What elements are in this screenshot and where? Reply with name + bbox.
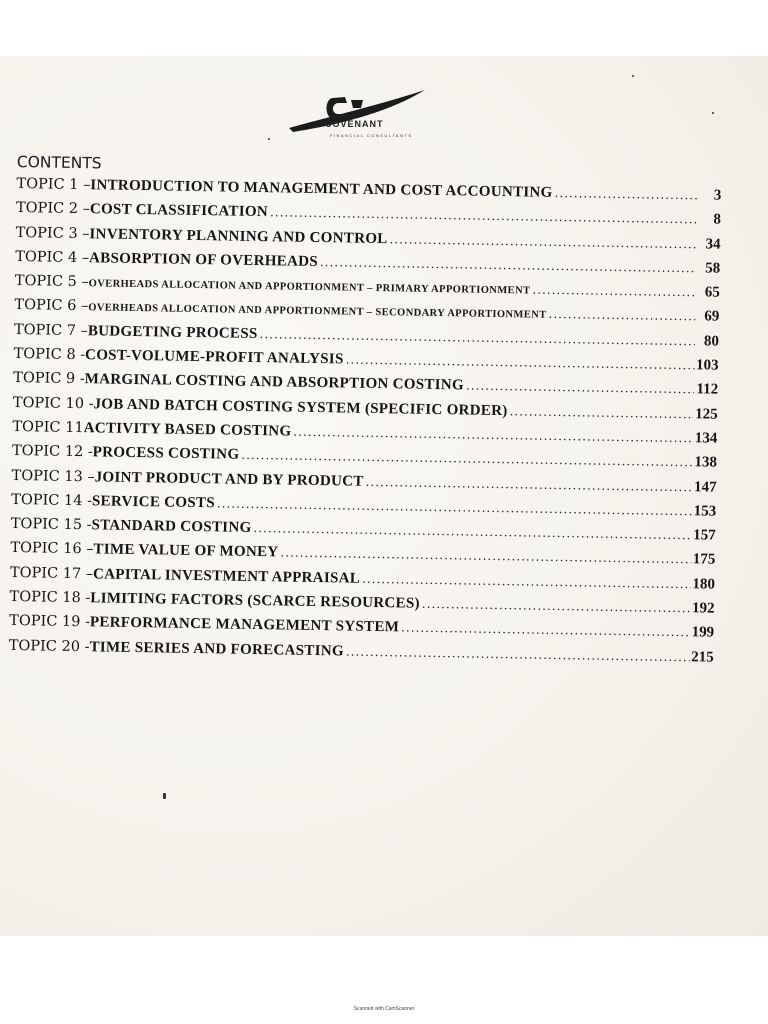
logo-wordmark: COVENANT (325, 119, 384, 129)
toc-leader-dots (509, 401, 693, 424)
toc-topic-title: MARGINAL COSTING AND ABSORPTION COSTING (84, 371, 465, 394)
toc-page-number: 112 (696, 381, 719, 399)
toc-topic-title: PROCESS COSTING (92, 444, 240, 463)
toc-page-number: 103 (695, 357, 719, 374)
toc-page-number: 125 (695, 405, 718, 423)
toc-page-number: 147 (693, 478, 717, 496)
toc-topic-title: STANDARD COSTING (91, 517, 252, 537)
toc-topic-number: TOPIC 7 – (13, 321, 89, 339)
toc-topic-title: ABSORPTION OF OVERHEADS (88, 250, 319, 270)
toc-topic-number: TOPIC 15 - (10, 516, 92, 534)
toc-topic-number: TOPIC 11 (12, 418, 84, 437)
toc-page-number: 138 (694, 454, 718, 471)
toc-topic-number: TOPIC 13 – (11, 467, 95, 485)
toc-topic-number: TOPIC 8 - (13, 346, 86, 364)
toc-topic-title: COST CLASSIFICATION (89, 201, 269, 221)
toc-page-number: 175 (692, 551, 716, 569)
toc-topic-number: TOPIC 16 – (10, 540, 94, 558)
toc-page-number: 69 (704, 308, 720, 326)
toc-page-number: 8 (713, 211, 722, 228)
toc-leader-dots (466, 376, 695, 400)
toc-topic-title: INTRODUCTION TO MANAGEMENT AND COST ACCOUNTING (90, 177, 553, 201)
toc-topic-number: TOPIC 2 – (15, 200, 91, 218)
toc-leader-dots (422, 594, 690, 618)
scan-speck (268, 138, 270, 140)
toc-topic-number: TOPIC 20 - (8, 637, 90, 655)
toc-page-number: 134 (694, 430, 718, 447)
toc-leader-dots (401, 618, 690, 643)
scan-speck (712, 112, 714, 114)
toc-page-number: 3 (713, 187, 722, 204)
toc-topic-number: TOPIC 1 – (16, 175, 91, 194)
toc-topic-number: TOPIC 4 – (15, 248, 90, 267)
toc-topic-number: TOPIC 12 - (11, 443, 93, 461)
scanner-watermark: Scanned with CamScanner (353, 1006, 415, 1012)
toc-list (9, 174, 722, 672)
toc-page-number: 65 (704, 284, 720, 301)
toc-topic-title: COST-VOLUME-PROFIT ANALYSIS (84, 347, 344, 368)
toc-topic-title: JOINT PRODUCT AND BY PRODUCT (94, 468, 364, 490)
toc-topic-number: TOPIC 6 – (14, 297, 89, 315)
toc-topic-number: TOPIC 10 - (12, 394, 94, 412)
toc-topic-title: ACTIVITY BASED COSTING (83, 420, 292, 440)
toc-topic-title: PERFORMANCE MANAGEMENT SYSTEM (89, 614, 400, 636)
toc-topic-number: TOPIC 3 – (15, 224, 90, 242)
toc-leader-dots (548, 304, 695, 326)
contents-heading: CONTENTS (16, 152, 102, 173)
toc-page-number: 192 (691, 600, 715, 617)
toc-topic-title: CAPITAL INVESTMENT APPRAISAL (92, 566, 361, 587)
toc-topic-title: TIME SERIES AND FORECASTING (89, 638, 345, 660)
toc-page-number: 180 (692, 576, 716, 593)
toc-topic-title: BUDGETING PROCESS (87, 322, 258, 342)
table-of-contents (9, 152, 722, 672)
toc-topic-number: TOPIC 17 – (9, 564, 94, 583)
toc-leader-dots (346, 641, 690, 667)
toc-leader-dots (532, 280, 696, 303)
toc-leader-dots (362, 569, 691, 594)
toc-leader-dots (389, 229, 696, 254)
toc-topic-title: JOB AND BATCH COSTING SYSTEM (SPECIFIC ORDER) (93, 395, 508, 419)
toc-topic-title: OVERHEADS ALLOCATION AND APPORTIONMENT – PRIMARY APPORTIONMENT (88, 278, 531, 297)
toc-topic-number: TOPIC 14 - (11, 491, 93, 510)
toc-page-number: 199 (691, 624, 715, 641)
toc-topic-number: TOPIC 9 - (13, 370, 85, 388)
toc-leader-dots (554, 183, 697, 205)
toc-topic-title: OVERHEADS ALLOCATION AND APPORTIONMENT – SECONDARY APPORTIONMENT (88, 302, 547, 322)
toc-leader-dots (365, 471, 692, 496)
toc-topic-title: INVENTORY PLANNING AND CONTROL (89, 225, 388, 247)
toc-page-number: 153 (693, 503, 717, 520)
toc-page-number: 215 (691, 648, 714, 666)
toc-topic-number: TOPIC 5 – (14, 273, 89, 291)
toc-topic-number: TOPIC 18 - (9, 588, 91, 607)
scan-speck (163, 793, 166, 799)
toc-topic-number: TOPIC 19 - (9, 613, 91, 631)
toc-page-number: 157 (693, 527, 716, 544)
toc-page-number: 34 (705, 236, 721, 253)
toc-page-number: 58 (705, 260, 721, 277)
toc-page-number: 80 (703, 333, 720, 350)
scan-speck (632, 75, 634, 77)
logo-tagline: FINANCIAL CONSULTANTS (330, 133, 413, 138)
toc-topic-title: SERVICE COSTS (91, 493, 216, 512)
toc-topic-title: LIMITING FACTORS (SCARCE RESOURCES) (90, 590, 421, 612)
toc-topic-title: TIME VALUE OF MONEY (93, 541, 279, 561)
